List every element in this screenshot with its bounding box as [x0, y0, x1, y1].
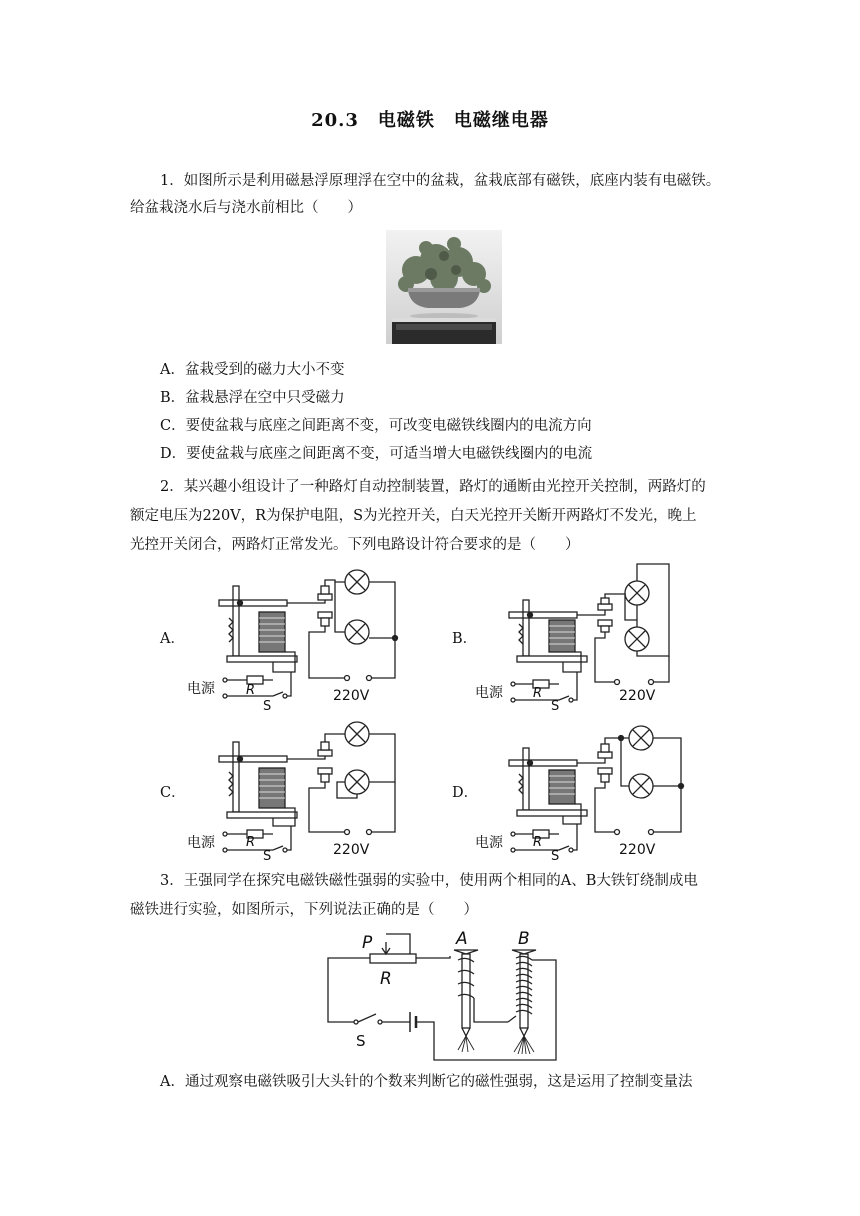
q2-label-a: A． — [160, 631, 185, 647]
power-label: 电源 — [187, 835, 215, 851]
rheostat-label: R — [380, 969, 392, 989]
q2-stem-line3: 光控开关闭合，两路灯正常发光。下列电路设计符合要求的是（ ） — [130, 537, 580, 553]
q1-option-a: A．盆栽受到的磁力大小不变 — [160, 362, 345, 378]
q1-option-d: D．要使盆栽与底座之间距离不变，可适当增大电磁铁线圈内的电流 — [160, 446, 593, 462]
q2-stem-line1: 2．某兴趣小组设计了一种路灯自动控制装置，路灯的通断由光控开关控制，两路灯的 — [160, 479, 706, 495]
electromagnet-experiment-diagram — [318, 926, 568, 1066]
q2-label-b: B． — [452, 631, 478, 647]
nail-a-label: A — [456, 929, 468, 949]
power-label: 电源 — [187, 681, 215, 697]
q1-option-c: C．要使盆栽与底座之间距离不变，可改变电磁铁线圈内的电流方向 — [160, 418, 592, 434]
circuit-diagram-a — [185, 560, 415, 714]
power-label: 电源 — [475, 685, 503, 701]
resistor-label: R — [533, 835, 543, 850]
circuit-diagram-d — [475, 712, 705, 864]
voltage-label: 220V — [333, 688, 370, 704]
q2-label-c: C． — [160, 785, 186, 801]
voltage-label: 220V — [619, 842, 656, 858]
circuit-diagram-c — [185, 712, 415, 864]
circuit-diagram-b — [475, 560, 705, 714]
q2-label-d: D． — [452, 785, 479, 801]
q1-option-b: B．盆栽悬浮在空中只受磁力 — [160, 390, 345, 406]
voltage-label: 220V — [619, 688, 656, 704]
switch-label: S — [551, 849, 560, 864]
slider-label: P — [362, 933, 373, 953]
q1-stem-line1: 1．如图所示是利用磁悬浮原理浮在空中的盆栽，盆栽底部有磁铁，底座内装有电磁铁。 — [160, 173, 721, 189]
q1-stem-line2: 给盆栽浇水后与浇水前相比（ ） — [130, 200, 362, 216]
switch-label: S — [263, 699, 272, 714]
bonsai-photo — [386, 230, 502, 344]
switch-label: S — [356, 1032, 366, 1050]
nail-b-label: B — [518, 929, 530, 949]
switch-label: S — [551, 699, 560, 714]
q3-option-a: A．通过观察电磁铁吸引大头针的个数来判断它的磁性强弱，这是运用了控制变量法 — [160, 1074, 693, 1090]
switch-label: S — [263, 849, 272, 864]
page-title: 20.3 电磁铁 电磁继电器 — [311, 110, 549, 131]
resistor-label: R — [246, 683, 256, 698]
resistor-label: R — [246, 835, 256, 850]
voltage-label: 220V — [333, 842, 370, 858]
q3-stem-line1: 3．王强同学在探究电磁铁磁性强弱的实验中，使用两个相同的A、B大铁钉绕制成电 — [160, 873, 698, 889]
q2-stem-line2: 额定电压为220V，R为保护电阻，S为光控开关，白天光控开关断开两路灯不发光，晚上 — [130, 508, 697, 524]
power-label: 电源 — [475, 835, 503, 851]
resistor-label: R — [533, 686, 543, 701]
q3-stem-line2: 磁铁进行实验，如图所示，下列说法正确的是（ ） — [130, 902, 478, 918]
